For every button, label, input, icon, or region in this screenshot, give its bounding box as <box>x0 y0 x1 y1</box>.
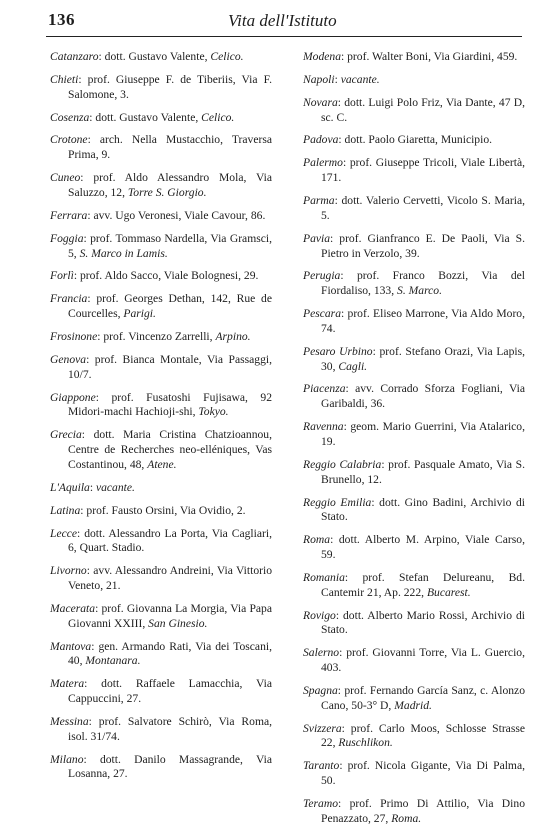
entry-text: dott. Alberto Mario Rossi, Archivio di Stato. <box>321 608 525 637</box>
directory-entry: Macerata: prof. Giovanna La Morgia, Via Papa Giovanni XXIII, San Ginesio. <box>50 601 272 630</box>
directory-entry: Rovigo: dott. Alberto Mario Rossi, Archivio di Stato. <box>303 608 525 637</box>
entry-city: Svizzera <box>303 721 342 735</box>
entry-italic-tail: Celico. <box>210 50 244 63</box>
entry-city: Novara <box>303 95 338 109</box>
entry-text: dott. Gustavo Valente, <box>104 50 211 63</box>
directory-entry: Frosinone: prof. Vincenzo Zarrelli, Arpino. <box>50 330 251 343</box>
directory-entry: Matera: dott. Raffaele Lamacchia, Via Cappuccini, 27. <box>50 677 273 706</box>
entry-text: prof. Eliseo Marrone, Via Aldo Moro, 74. <box>321 307 525 335</box>
directory-entry: Taranto: prof. Nicola Gigante, Via Di Palma, 50. <box>303 759 525 788</box>
entry-italic-tail: S. Marco in Lamis. <box>79 246 168 260</box>
entry-text: dott. Raffaele Lamacchia, Via Cappuccini, 27. <box>68 677 273 706</box>
entry-city: Grecia <box>50 428 82 442</box>
entry-city: Pavia <box>303 231 331 245</box>
entry-italic-tail: Madrid. <box>394 698 432 712</box>
directory-entry: Livorno: avv. Alessandro Andreini, Via Vittorio Veneto, 21. <box>50 564 272 593</box>
directory-entry: Modena: prof. Walter Boni, Via Giardini, 459. <box>303 50 518 63</box>
entry-city: Piacenza <box>303 382 346 396</box>
entry-text: dott. Danilo Massagrande, Via Losanna, 27. <box>68 752 272 781</box>
entry-text: dott. Gustavo Valente, <box>95 110 202 124</box>
entry-city: Francia <box>50 292 88 306</box>
entry-text: prof. Gianfranco E. De Paoli, Via S. Pietro in Verzolo, 39. <box>321 231 525 260</box>
page-number: 136 <box>48 10 75 29</box>
entry-text: prof. Fusatoshi Fujisawa, 92 Midori-machi Hachioji-shi, <box>68 390 272 419</box>
entry-city: Taranto <box>303 759 340 773</box>
directory-entry: Roma: dott. Alberto M. Arpino, Viale Carso, 59. <box>303 533 525 562</box>
entry-city: Mantova <box>50 639 92 653</box>
entry-text: prof. Tommaso Nardella, Via Gramsci, 5, <box>68 231 272 260</box>
entry-city: Romania <box>303 570 345 584</box>
entry-text: prof. Salvatore Schirò, Via Roma, isol. 31/74. <box>68 714 273 743</box>
entry-text: avv. Alessandro Andreini, Via Vittorio Veneto, 21. <box>68 564 272 593</box>
directory-entry: Mantova: gen. Armando Rati, Via dei Toscani, 40, Montanara. <box>50 639 272 668</box>
directory-entry: Giappone: prof. Fusatoshi Fujisawa, 92 Midori-machi Hachioji-shi, Tokyo. <box>50 390 272 419</box>
entry-text: prof. Vincenzo Zarrelli, <box>103 330 216 343</box>
directory-entry: Chieti: prof. Giuseppe F. de Tiberiis, Via F. Salomone, 3. <box>50 72 272 101</box>
left-column <box>50 50 272 790</box>
entry-text: dott. Valerio Cervetti, Vicolo S. Maria, 5. <box>321 194 525 222</box>
entry-text: avv. Ugo Veronesi, Viale Cavour, 86. <box>93 208 266 222</box>
entry-text: prof. Carlo Moos, Schlosse Strasse 22, <box>321 721 525 750</box>
entry-city: Chieti <box>50 72 79 86</box>
entry-text: dott. Gino Badini, Archivio di Stato. <box>321 495 526 524</box>
entry-italic-tail: Torre S. Giorgio. <box>127 185 207 199</box>
entry-text: prof. Stefano Orazi, Via Lapis, 30, <box>321 344 525 373</box>
header-rule <box>46 36 522 37</box>
directory-entry: Romania: prof. Stefan Delureanu, Bd. Cantemir 21, Ap. 222, Bucarest. <box>303 570 526 599</box>
directory-entry: Spagna: prof. Fernando García Sanz, c. Alonzo Cano, 50-3° D, Madrid. <box>303 683 525 712</box>
entry-italic-tail: Tokyo. <box>198 405 229 419</box>
directory-entry: Forlì: prof. Aldo Sacco, Viale Bolognesi, 29. <box>50 269 259 283</box>
entry-text: dott. Alessandro La Porta, Via Cagliari, 6, Quart. Stadio. <box>68 526 272 555</box>
entry-city: Spagna <box>303 683 338 697</box>
directory-entry: Parma: dott. Valerio Cervetti, Vicolo S. Maria, 5. <box>303 194 525 222</box>
entry-italic-tail: Arpino. <box>215 330 251 343</box>
entry-city: Forlì <box>50 269 74 283</box>
entry-city: Modena <box>303 50 341 63</box>
entry-city: Cuneo <box>50 171 81 185</box>
entry-text: prof. Bianca Montale, Via Passaggi, 10/7. <box>68 352 272 381</box>
entry-text: prof. Giuseppe F. de Tiberiis, Via F. Salomone, 3. <box>68 72 272 101</box>
entry-italic-tail: San Ginesio. <box>148 616 208 630</box>
directory-entry: Piacenza: avv. Corrado Sforza Fogliani, Via Garibaldi, 36. <box>303 382 525 411</box>
entry-italic-tail: Bucarest. <box>426 585 471 599</box>
entry-city: Frosinone <box>50 330 98 343</box>
entry-text: prof. Nicola Gigante, Via Di Palma, 50. <box>321 759 525 788</box>
directory-entry: Grecia: dott. Maria Cristina Chatzioannou, Centre de Recherches neo-elléniques, Vas Costantinou, 48, Atene. <box>50 428 272 471</box>
entry-italic-tail: Atene. <box>147 457 177 471</box>
directory-entry: Francia: prof. Georges Dethan, 142, Rue de Courcelles, Parigi. <box>50 292 272 321</box>
entry-city: Ravenna <box>303 420 344 434</box>
entry-italic-tail: Montanara. <box>85 654 141 668</box>
entry-city: Reggio Calabria <box>303 457 382 471</box>
directory-entry: Ferrara: avv. Ugo Veronesi, Viale Cavour, 86. <box>50 208 266 222</box>
entry-city: Giappone <box>50 390 96 404</box>
directory-entry: Reggio Calabria: prof. Pasquale Amato, Via S. Brunello, 12. <box>303 457 525 486</box>
directory-entry: Perugia: prof. Franco Bozzi, Via del Fiordaliso, 133, S. Marco. <box>303 269 525 298</box>
page-header <box>0 0 550 38</box>
entry-italic-tail: Ruschlikon. <box>338 736 393 750</box>
entry-text: prof. Franco Bozzi, Via del Fiordaliso, 133, <box>321 269 525 298</box>
entry-city: Rovigo <box>303 608 336 622</box>
entry-text: geom. Mario Guerrini, Via Atalarico, 19. <box>321 420 526 448</box>
directory-entry: Ravenna: geom. Mario Guerrini, Via Atalarico, 19. <box>303 420 526 448</box>
entry-italic-tail: Cagli. <box>338 359 368 373</box>
entry-city: Teramo <box>303 797 339 811</box>
entry-city: Genova <box>50 352 87 366</box>
directory-entry: Svizzera: prof. Carlo Moos, Schlosse Strasse 22, Ruschlikon. <box>303 721 525 750</box>
entry-city: Messina <box>50 714 89 728</box>
entry-city: Macerata <box>50 601 96 615</box>
entry-text: dott. Paolo Giaretta, Municipio. <box>344 133 493 147</box>
directory-entry: Pescara: prof. Eliseo Marrone, Via Aldo Moro, 74. <box>303 307 525 335</box>
entry-text: prof. Georges Dethan, 142, Rue de Courcelles, <box>68 292 272 321</box>
entry-city: Palermo <box>303 156 343 170</box>
entry-italic-tail: S. Marco. <box>397 284 442 298</box>
directory-entry: Padova: dott. Paolo Giaretta, Municipio. <box>303 133 493 147</box>
entry-city: Crotone <box>50 133 88 147</box>
directory-entry: Milano: dott. Danilo Massagrande, Via Losanna, 27. <box>50 752 272 781</box>
entry-italic-tail: vacante. <box>95 480 135 494</box>
entry-text: prof. Walter Boni, Via Giardini, 459. <box>347 50 518 63</box>
entry-text: prof. Pasquale Amato, Via S. Brunello, 12. <box>321 457 525 486</box>
entry-text: prof. Giovanna La Morgia, Via Papa Giovanni XXIII, <box>68 601 272 630</box>
entry-city: Livorno <box>50 564 87 578</box>
directory-entry: Lecce: dott. Alessandro La Porta, Via Cagliari, 6, Quart. Stadio. <box>50 526 272 555</box>
entry-city: Parma <box>303 194 335 208</box>
entry-city: Roma <box>303 533 331 547</box>
entry-text: dott. Alberto M. Arpino, Viale Carso, 59. <box>321 533 525 562</box>
entry-city: L'Aquila <box>50 480 90 494</box>
entry-text: prof. Primo Di Attilio, Via Dino Penazzato, 27, <box>321 797 525 825</box>
entry-city: Pesaro Urbino <box>303 344 373 358</box>
entry-city: Catanzaro <box>50 50 99 63</box>
entry-text: prof. Aldo Alessandro Mola, Via Saluzzo, 12, <box>68 171 272 199</box>
directory-entry: Pavia: prof. Gianfranco E. De Paoli, Via S. Pietro in Verzolo, 39. <box>303 231 525 260</box>
directory-entry: Crotone: arch. Nella Mustacchio, Traversa Prima, 9. <box>50 133 273 162</box>
right-column <box>303 50 525 835</box>
entry-city: Perugia <box>303 269 341 283</box>
entry-text: prof. Giuseppe Tricoli, Viale Libertà, 171. <box>321 156 526 185</box>
directory-entry: Novara: dott. Luigi Polo Friz, Via Dante, 47 D, sc. C. <box>303 95 525 124</box>
directory-entry: Foggia: prof. Tommaso Nardella, Via Gramsci, 5, S. Marco in Lamis. <box>50 231 272 260</box>
entry-text: dott. Luigi Polo Friz, Via Dante, 47 D, sc. C. <box>321 95 525 124</box>
directory-entry: Salerno: prof. Giovanni Torre, Via L. Guercio, 403. <box>303 646 525 675</box>
directory-entry: Cuneo: prof. Aldo Alessandro Mola, Via Saluzzo, 12, Torre S. Giorgio. <box>50 171 272 199</box>
directory-entry: Cosenza: dott. Gustavo Valente, Celico. <box>50 110 235 124</box>
directory-entry: Latina: prof. Fausto Orsini, Via Ovidio, 2. <box>50 503 246 517</box>
directory-entry: Reggio Emilia: dott. Gino Badini, Archivio di Stato. <box>303 495 526 524</box>
entry-text: prof. Fernando García Sanz, c. Alonzo Cano, 50-3° D, <box>321 683 525 712</box>
entry-text: prof. Giovanni Torre, Via L. Guercio, 403. <box>321 646 525 675</box>
running-head: Vita dell'Istituto <box>228 11 337 30</box>
entry-italic-tail: vacante. <box>340 72 380 86</box>
entry-city: Ferrara <box>50 208 88 222</box>
entry-text: arch. Nella Mustacchio, Traversa Prima, 9. <box>68 133 273 162</box>
entry-italic-tail: Celico. <box>201 110 235 124</box>
entry-text: prof. Stefan Delureanu, Bd. Cantemir 21, Ap. 222, <box>321 570 526 599</box>
entry-city: Lecce <box>50 526 78 540</box>
entry-city: Salerno <box>303 646 340 660</box>
entry-city: Foggia <box>50 231 84 245</box>
entry-italic-tail: Roma. <box>391 811 422 825</box>
directory-entry: Palermo: prof. Giuseppe Tricoli, Viale Libertà, 171. <box>303 156 526 185</box>
entry-text: prof. Aldo Sacco, Viale Bolognesi, 29. <box>79 269 259 283</box>
entry-city: Reggio Emilia <box>303 495 372 509</box>
directory-entry: Pesaro Urbino: prof. Stefano Orazi, Via Lapis, 30, Cagli. <box>303 344 525 373</box>
entry-city: Pescara <box>303 307 341 321</box>
directory-entry: L'Aquila: vacante. <box>50 480 135 494</box>
entry-text: prof. Fausto Orsini, Via Ovidio, 2. <box>86 503 246 517</box>
entry-city: Matera <box>50 677 85 691</box>
entry-text: dott. Maria Cristina Chatzioannou, Centre de Recherches neo-elléniques, Vas Costantinou, 48, <box>68 428 272 471</box>
entry-city: Milano <box>50 752 84 766</box>
directory-entry: Catanzaro: dott. Gustavo Valente, Celico. <box>50 50 244 63</box>
directory-entry: Teramo: prof. Primo Di Attilio, Via Dino Penazzato, 27, Roma. <box>303 797 525 825</box>
entry-text: avv. Corrado Sforza Fogliani, Via Garibaldi, 36. <box>321 382 525 411</box>
entry-city: Padova <box>303 133 339 147</box>
entry-city: Cosenza <box>50 110 90 124</box>
entry-text: gen. Armando Rati, Via dei Toscani, 40, <box>68 639 272 668</box>
entry-italic-tail: Parigi. <box>123 307 156 321</box>
entry-city: Latina <box>50 503 81 517</box>
entry-city: Napoli <box>303 72 335 86</box>
directory-entry: Messina: prof. Salvatore Schirò, Via Roma, isol. 31/74. <box>50 714 273 743</box>
directory-entry: Genova: prof. Bianca Montale, Via Passaggi, 10/7. <box>50 352 272 381</box>
directory-entry: Napoli: vacante. <box>303 72 380 86</box>
